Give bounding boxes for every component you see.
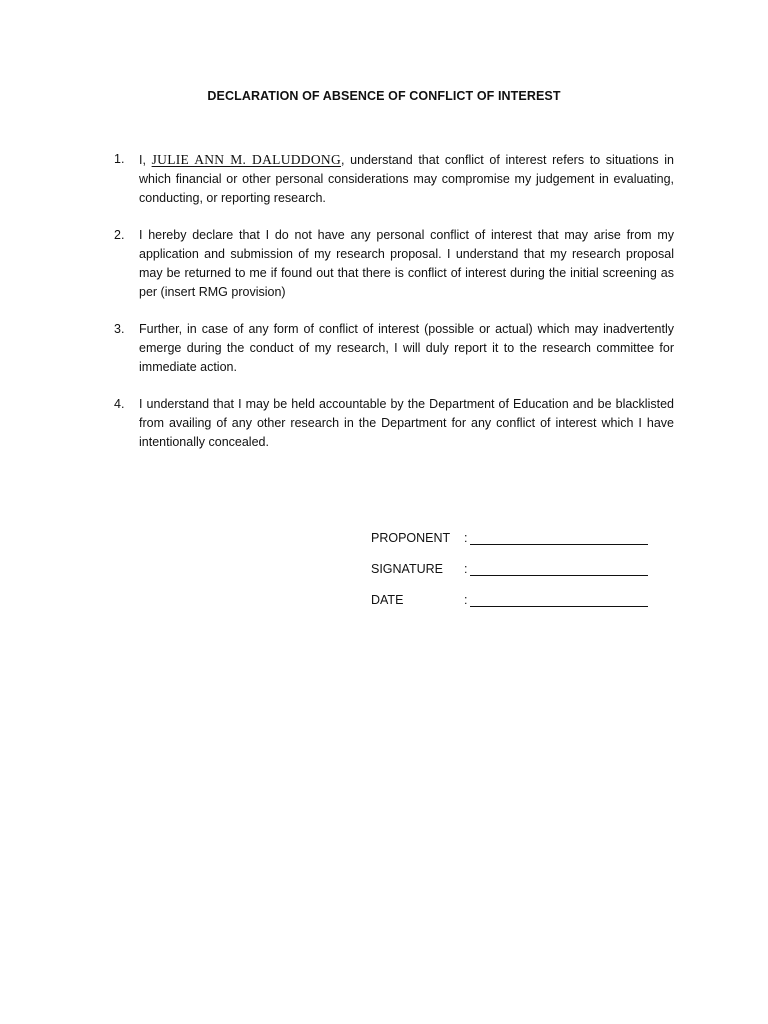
date-line[interactable] — [470, 592, 648, 607]
declarant-name: JULIE ANN M. DALUDDONG — [151, 152, 341, 167]
signature-row — [371, 545, 671, 576]
item-number: 4. — [114, 397, 125, 411]
item-number: 3. — [114, 322, 125, 336]
item-prefix: I, — [139, 153, 152, 167]
document-title: DECLARATION OF ABSENCE OF CONFLICT OF INTEREST — [207, 89, 561, 103]
item-text — [139, 150, 674, 208]
item-text: I hereby declare that I do not have any personal conflict of interest that may arise from my application and submission of my research proposal. I understand that my research proposal may be returned to me if found out that there is conflict of interest during the initial screening as per (insert RMG provision) — [139, 228, 674, 299]
proponent-line[interactable] — [470, 530, 648, 545]
colon: : — [464, 593, 468, 607]
declaration-item-2 — [114, 226, 674, 302]
proponent-row — [371, 514, 671, 545]
declaration-list — [114, 150, 674, 470]
colon: : — [464, 531, 468, 545]
item-text: Further, in case of any form of conflict of interest (possible or actual) which may inadvertently emerge during the conduct of my research, I will duly report it to the research committee for immediate action. — [139, 322, 674, 374]
signature-line[interactable] — [470, 561, 648, 576]
item-text: I understand that I may be held accountable by the Department of Education and be blacklisted from availing of any other research in the Department for any conflict of interest which I have intentionally concealed. — [139, 397, 674, 449]
item-body: , understand that conflict of interest refers to situations in which financial or other personal considerations may compromise my judgement in evaluating, conducting, or reporting research. — [139, 153, 674, 205]
declaration-item-1 — [114, 150, 674, 208]
proponent-label: PROPONENT — [371, 531, 451, 545]
item-number: 2. — [114, 228, 125, 242]
signature-label: SIGNATURE — [371, 562, 443, 576]
item-number: 1. — [114, 152, 125, 166]
declaration-item-4 — [114, 395, 674, 452]
signature-block — [371, 514, 671, 607]
date-label: DATE — [371, 593, 404, 607]
date-row — [371, 576, 671, 607]
colon: : — [464, 562, 468, 576]
declaration-item-3 — [114, 320, 674, 377]
